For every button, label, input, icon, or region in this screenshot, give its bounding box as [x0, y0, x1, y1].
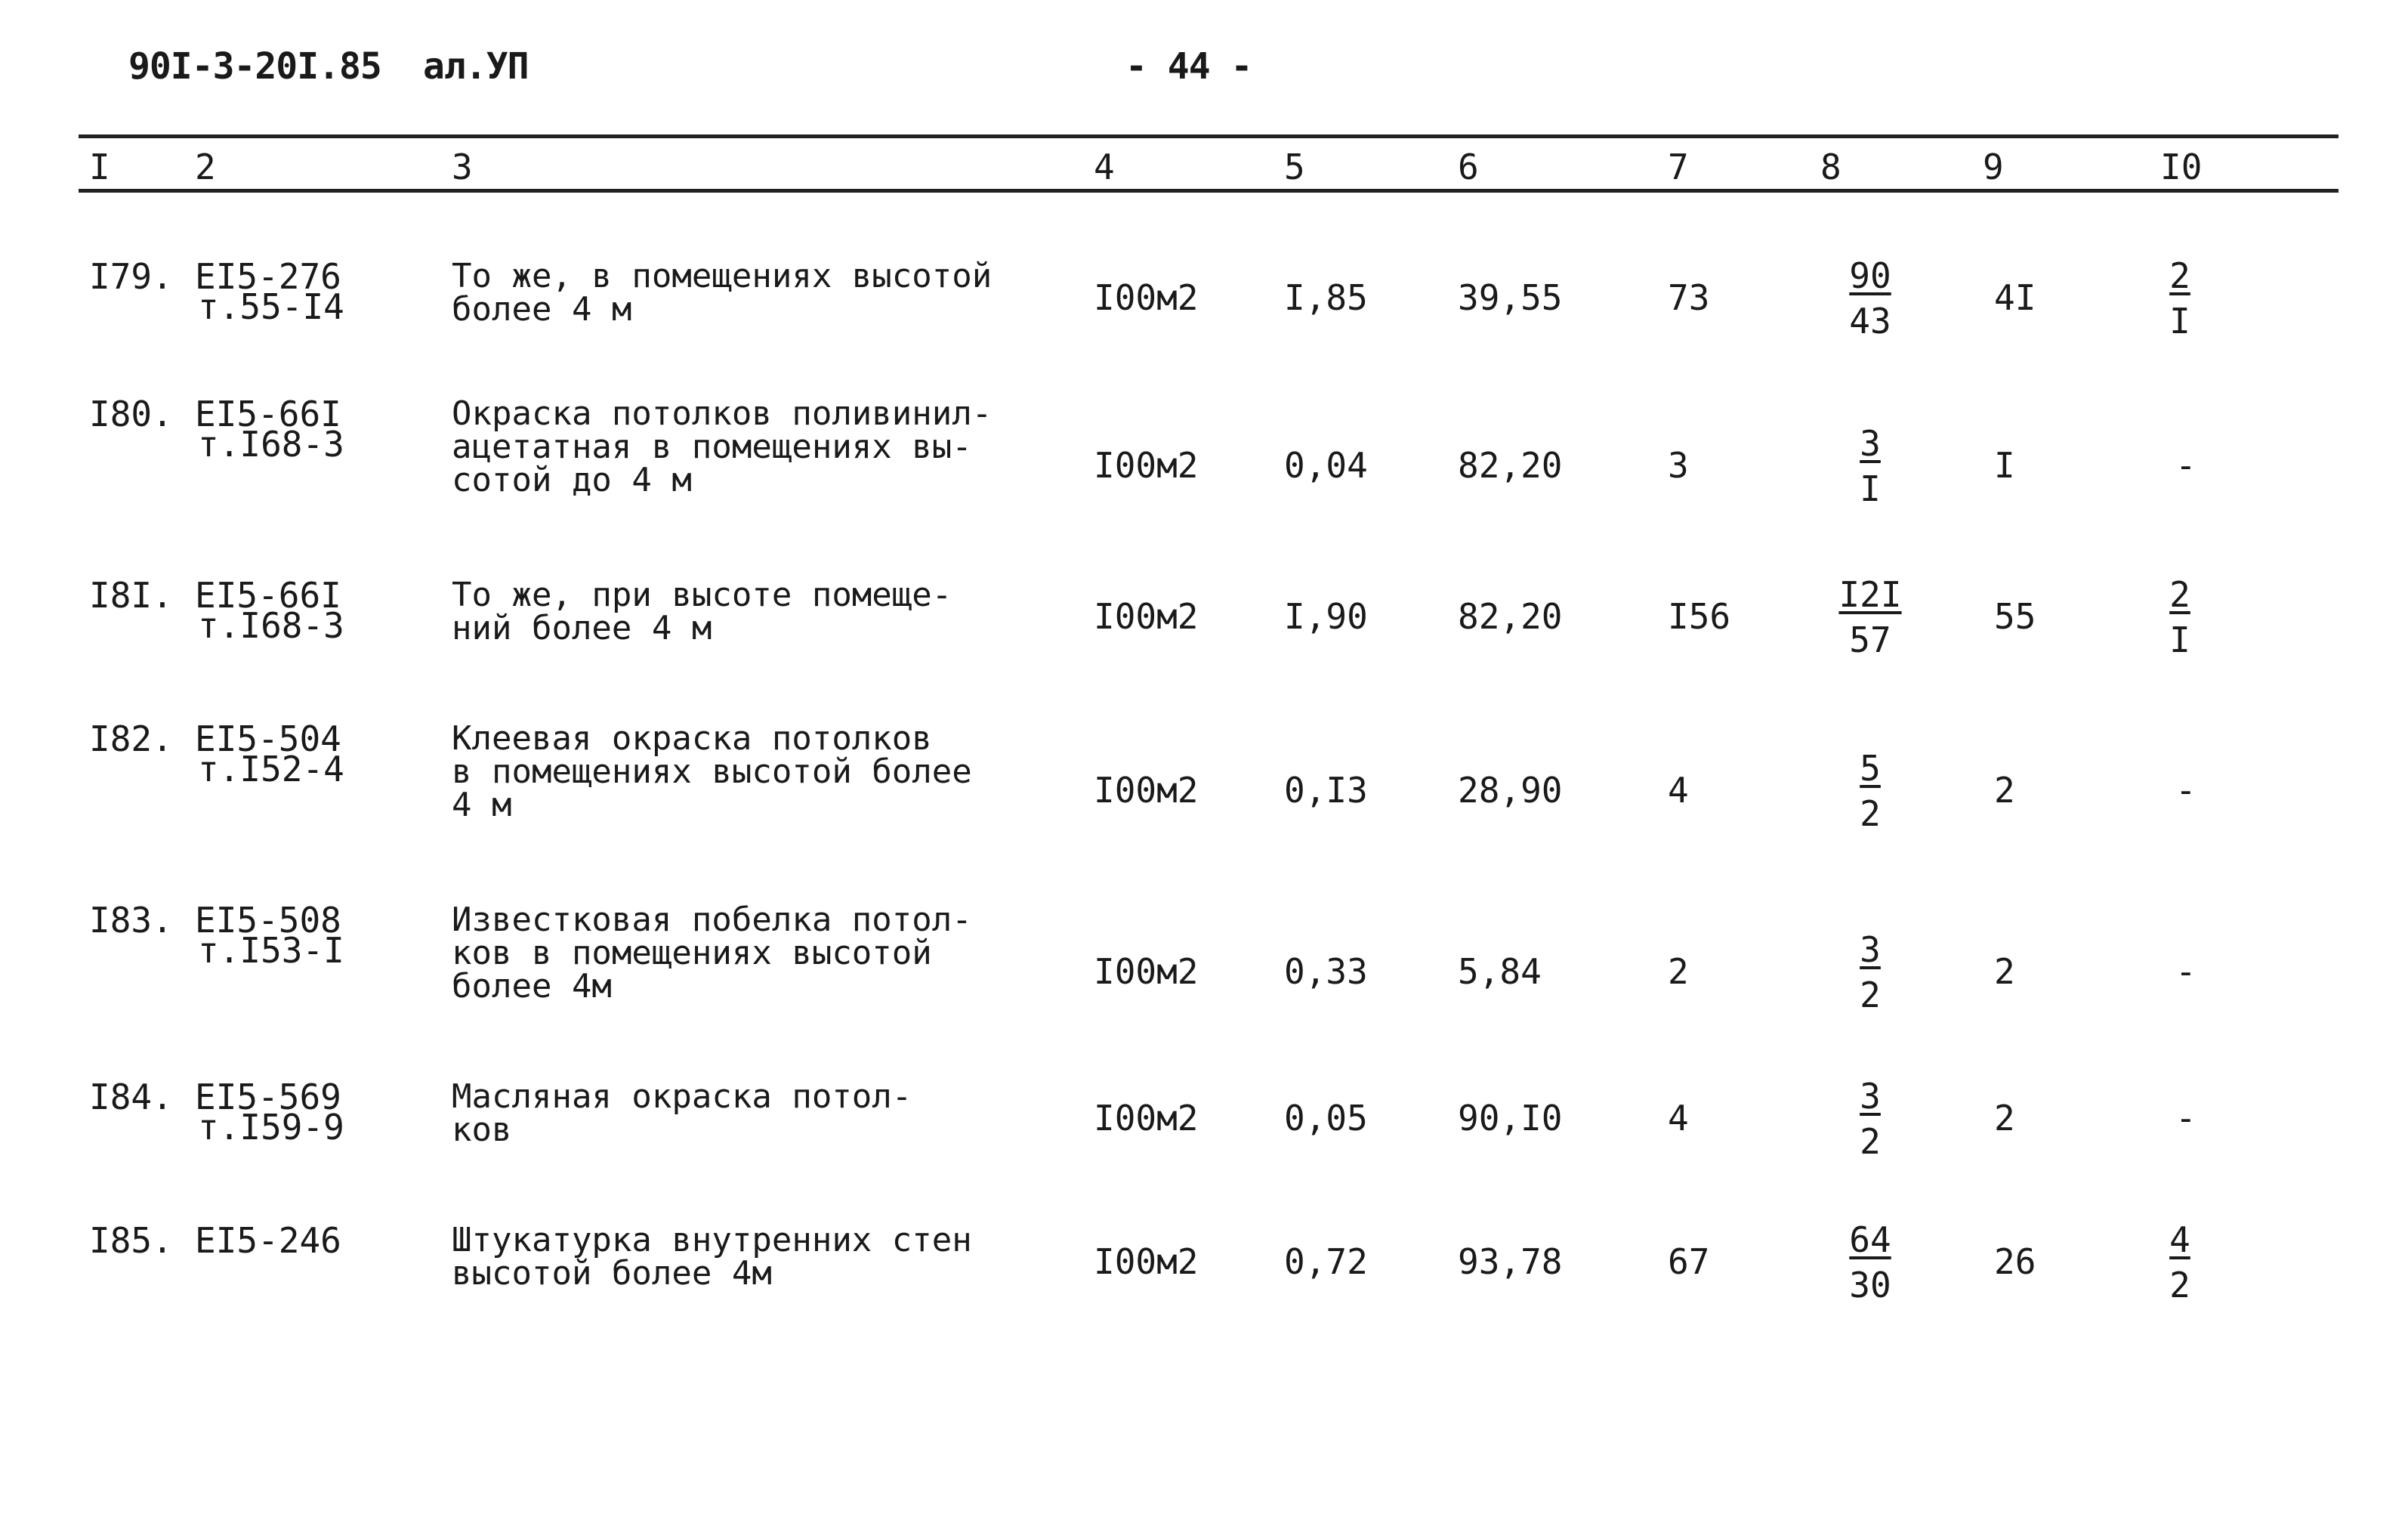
column-8-denominator: 2 [1860, 793, 1881, 834]
column-10-fraction [2142, 255, 2218, 341]
row-number: I84. [89, 1077, 173, 1117]
column-header: I [89, 147, 110, 187]
column-8-denominator: 57 [1849, 619, 1891, 660]
column-10-fraction [2142, 574, 2218, 660]
work-description-line: Масляная окраска потол- [452, 1077, 912, 1116]
column-9-value: 55 [1994, 596, 2036, 637]
norm-table-ref: т.I68-3 [198, 605, 344, 646]
norm-table-ref: т.I53-I [198, 930, 344, 971]
total-cost: 4 [1668, 770, 1689, 811]
unit: I00м2 [1094, 770, 1199, 811]
column-header: 8 [1820, 147, 1842, 187]
column-header: I0 [2160, 147, 2203, 187]
total-cost: 67 [1668, 1241, 1710, 1282]
quantity: 0,33 [1284, 951, 1368, 992]
work-description-line: Клеевая окраска потолков [452, 719, 932, 758]
work-description-line: Штукатурка внутренних стен [452, 1221, 972, 1259]
total-cost: 2 [1668, 951, 1689, 992]
column-8-denominator: 2 [1860, 1121, 1881, 1162]
work-description-line: ний более 4 м [452, 609, 712, 647]
column-8-fraction [1832, 929, 1908, 1015]
unit: I00м2 [1094, 1098, 1199, 1139]
column-8-denominator: 30 [1849, 1265, 1891, 1305]
norm-code: EI5-66I [195, 394, 341, 434]
row-number: I79. [89, 256, 173, 297]
column-8-fraction [1832, 1076, 1908, 1162]
norm-code: EI5-276 [195, 256, 341, 297]
total-cost: 3 [1668, 445, 1689, 486]
quantity: 0,72 [1284, 1241, 1368, 1282]
unit-price: 28,90 [1458, 770, 1563, 811]
column-8-numerator: 5 [1860, 748, 1881, 789]
column-header: 9 [1983, 147, 2004, 187]
column-10-denominator: 2 [2169, 1265, 2190, 1305]
work-description-line: в помещениях высотой более [452, 752, 972, 791]
work-description-line: высотой более 4м [452, 1254, 772, 1293]
norm-code: EI5-508 [195, 900, 341, 941]
quantity: 0,05 [1284, 1098, 1368, 1139]
row-number: I85. [89, 1220, 173, 1261]
norm-code: EI5-66I [195, 575, 341, 616]
work-description-line: более 4 м [452, 290, 632, 329]
column-8-numerator: 64 [1849, 1219, 1891, 1260]
work-description-line: 4 м [452, 786, 512, 824]
unit-price: 93,78 [1458, 1241, 1563, 1282]
unit-price: 39,55 [1458, 277, 1563, 318]
unit: I00м2 [1094, 277, 1199, 318]
quantity: I,85 [1284, 277, 1368, 318]
quantity: I,90 [1284, 596, 1368, 637]
column-8-fraction [1832, 423, 1908, 509]
column-8-fraction [1832, 574, 1908, 660]
column-8-denominator: 2 [1860, 975, 1881, 1015]
quantity: 0,I3 [1284, 770, 1368, 811]
unit: I00м2 [1094, 596, 1199, 637]
work-description-line: ацетатная в помещениях вы- [452, 428, 972, 466]
row-number: I83. [89, 900, 173, 941]
unit: I00м2 [1094, 445, 1199, 486]
album-label: ал.УП [423, 45, 529, 88]
work-description-line: То же, в помещениях высотой [452, 257, 993, 295]
column-8-numerator: 3 [1860, 1076, 1881, 1117]
unit-price: 5,84 [1458, 951, 1542, 992]
column-8-numerator: 3 [1860, 423, 1881, 464]
norm-code: EI5-504 [195, 718, 341, 759]
norm-table-ref: т.I52-4 [198, 749, 344, 789]
work-description-line: Известковая побелка потол- [452, 901, 972, 939]
unit: I00м2 [1094, 951, 1199, 992]
column-10-value: - [2175, 770, 2197, 811]
column-9-value: 2 [1994, 770, 2015, 811]
unit: I00м2 [1094, 1241, 1199, 1282]
table-top-rule [79, 134, 2339, 138]
norm-table-ref: т.I59-9 [198, 1107, 344, 1148]
norm-table-ref: т.55-I4 [198, 286, 344, 327]
column-8-numerator: 3 [1860, 929, 1881, 970]
column-header: 7 [1668, 147, 1689, 187]
work-description-line: ков [452, 1111, 512, 1149]
column-8-fraction [1832, 255, 1908, 341]
quantity: 0,04 [1284, 445, 1368, 486]
column-8-numerator: 90 [1849, 255, 1891, 296]
unit-price: 82,20 [1458, 596, 1563, 637]
column-10-value: - [2175, 445, 2197, 486]
unit-price: 90,I0 [1458, 1098, 1563, 1139]
column-10-value: - [2175, 951, 2197, 992]
work-description-line: Окраска потолков поливинил- [452, 394, 993, 433]
column-header: 6 [1458, 147, 1479, 187]
column-10-denominator: I [2169, 301, 2190, 341]
work-description-line: То же, при высоте помеще- [452, 576, 952, 614]
column-8-fraction [1832, 748, 1908, 834]
work-description-line: сотой до 4 м [452, 461, 692, 499]
total-cost: 4 [1668, 1098, 1689, 1139]
row-number: I82. [89, 718, 173, 759]
column-header: 2 [195, 147, 216, 187]
column-10-value: - [2175, 1098, 2197, 1139]
norm-code: EI5-569 [195, 1077, 341, 1117]
page-number: - 44 - [1125, 45, 1252, 88]
work-description-line: более 4м [452, 967, 612, 1006]
column-header: 5 [1284, 147, 1305, 187]
column-8-denominator: I [1860, 468, 1881, 509]
column-10-numerator: 2 [2169, 255, 2190, 296]
column-10-fraction [2142, 1219, 2218, 1305]
column-9-value: 4I [1994, 277, 2036, 318]
norm-table-ref: т.I68-3 [198, 424, 344, 465]
unit-price: 82,20 [1458, 445, 1563, 486]
work-description-line: ков в помещениях высотой [452, 934, 932, 972]
column-10-numerator: 4 [2169, 1219, 2190, 1260]
total-cost: 73 [1668, 277, 1710, 318]
column-header: 3 [452, 147, 473, 187]
document-code: 90I-3-20I.85 [128, 45, 381, 88]
column-9-value: 2 [1994, 951, 2015, 992]
column-8-denominator: 43 [1849, 301, 1891, 341]
row-number: I80. [89, 394, 173, 434]
column-8-numerator: I2I [1838, 574, 1902, 615]
column-9-value: I [1994, 445, 2015, 486]
table-header-rule [79, 189, 2339, 193]
column-9-value: 26 [1994, 1241, 2036, 1282]
column-header: 4 [1094, 147, 1115, 187]
total-cost: I56 [1668, 596, 1731, 637]
column-8-fraction [1832, 1219, 1908, 1305]
column-10-denominator: I [2169, 619, 2190, 660]
row-number: I8I. [89, 575, 173, 616]
column-9-value: 2 [1994, 1098, 2015, 1139]
norm-code: EI5-246 [195, 1220, 341, 1261]
column-10-numerator: 2 [2169, 574, 2190, 615]
